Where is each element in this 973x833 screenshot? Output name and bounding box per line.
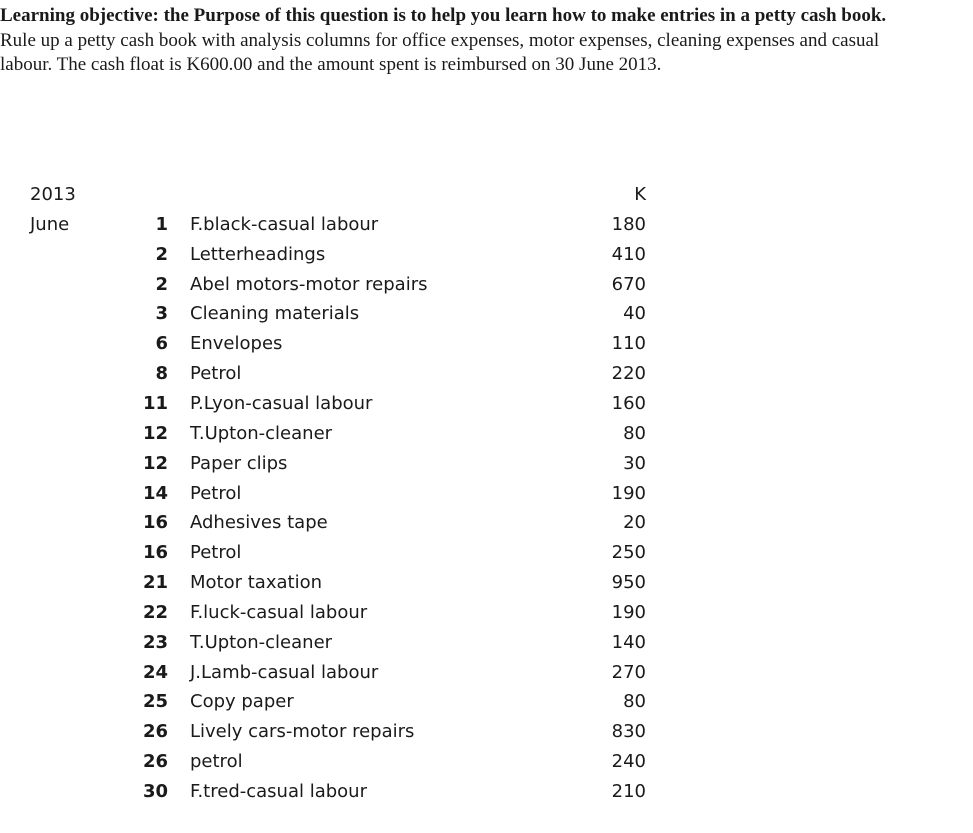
entry-row [0,389,700,419]
entry-amount: 220 [611,363,646,385]
entry-amount: 40 [623,303,646,325]
entry-day: 6 [155,333,168,355]
entry-day: 3 [155,303,168,325]
entry-amount: 190 [611,482,646,504]
entry-amount: 670 [611,273,646,295]
entry-day: 24 [142,661,168,683]
entry-amount: 20 [623,512,646,534]
entry-description: T.Upton-cleaner [190,422,333,444]
entry-day: 12 [142,452,168,474]
entry-description: Petrol [190,363,242,385]
entry-description: petrol [190,751,243,773]
entry-description: P.Lyon-casual labour [190,392,373,414]
question-instruction: Rule up a petty cash book with analysis columns for office expenses, motor expenses, cleaning expenses and casual labour. The cash float is K600.00 and the amount spent is reimbursed on 30 June 2013. [0,29,880,75]
entry-description: Lively cars-motor repairs [190,721,415,743]
entry-row [0,747,700,777]
entry-description: Cleaning materials [190,303,360,325]
entry-description: Adhesives tape [190,512,328,534]
entry-day: 16 [142,542,168,564]
entry-row [0,508,700,538]
entry-row [0,658,700,688]
entry-amount: 210 [611,781,646,802]
entry-row [0,568,700,598]
entry-description: Petrol [190,482,242,504]
entry-description: Letterheadings [190,243,326,265]
entry-description: F.black-casual labour [190,213,379,235]
entry-row [0,359,700,389]
entry-description: Motor taxation [190,572,322,594]
entry-row [0,777,700,807]
entry-row [0,628,700,658]
entry-row [0,270,700,300]
entry-day: 1 [155,213,168,235]
entry-row [0,210,700,240]
entry-day: 8 [155,363,168,385]
month-label: June [30,213,70,235]
entry-row [0,479,700,509]
entry-row [0,449,700,479]
entry-description: Abel motors-motor repairs [190,273,428,295]
entry-day: 26 [142,751,168,773]
entry-day: 30 [142,781,168,802]
entry-description: F.luck-casual labour [190,601,368,623]
entry-row [0,240,700,270]
entry-day: 23 [142,631,168,653]
learning-objective: Learning objective: the Purpose of this question is to help you learn how to make entries in a petty cash book. [0,5,887,26]
entry-amount: 30 [623,452,646,474]
entry-amount: 950 [611,572,646,594]
entry-description: T.Upton-cleaner [190,631,333,653]
entry-amount: 270 [611,661,646,683]
entry-description: Envelopes [190,333,283,355]
entry-amount: 250 [611,542,646,564]
entry-row [0,299,700,329]
entry-day: 26 [142,721,168,743]
entry-row [0,329,700,359]
entry-description: Copy paper [190,691,294,713]
entry-amount: 180 [611,213,646,235]
entry-amount: 110 [611,333,646,355]
header-row [0,180,700,210]
entry-row [0,598,700,628]
entry-row [0,538,700,568]
entry-day: 16 [142,512,168,534]
entry-amount: 190 [611,601,646,623]
entry-amount: 80 [623,691,646,713]
entry-description: Petrol [190,542,242,564]
entry-description: Paper clips [190,452,288,474]
entry-day: 11 [142,392,168,414]
entry-row [0,687,700,717]
entry-row [0,419,700,449]
entry-amount: 160 [611,392,646,414]
entry-day: 14 [142,482,168,504]
currency-label: K [634,184,646,205]
entry-amount: 830 [611,721,646,743]
entry-day: 2 [155,273,168,295]
entry-amount: 140 [611,631,646,653]
entry-amount: 410 [611,243,646,265]
entry-amount: 80 [623,422,646,444]
entry-day: 12 [142,422,168,444]
entry-day: 2 [155,243,168,265]
entry-amount: 240 [611,751,646,773]
entry-day: 25 [142,691,168,713]
entry-description: F.tred-casual labour [190,781,367,802]
entry-day: 22 [142,601,168,623]
entry-row [0,717,700,747]
entry-description: J.Lamb-casual labour [190,661,379,683]
question-intro [0,4,900,78]
year-label: 2013 [30,184,76,205]
entry-day: 21 [142,572,168,594]
